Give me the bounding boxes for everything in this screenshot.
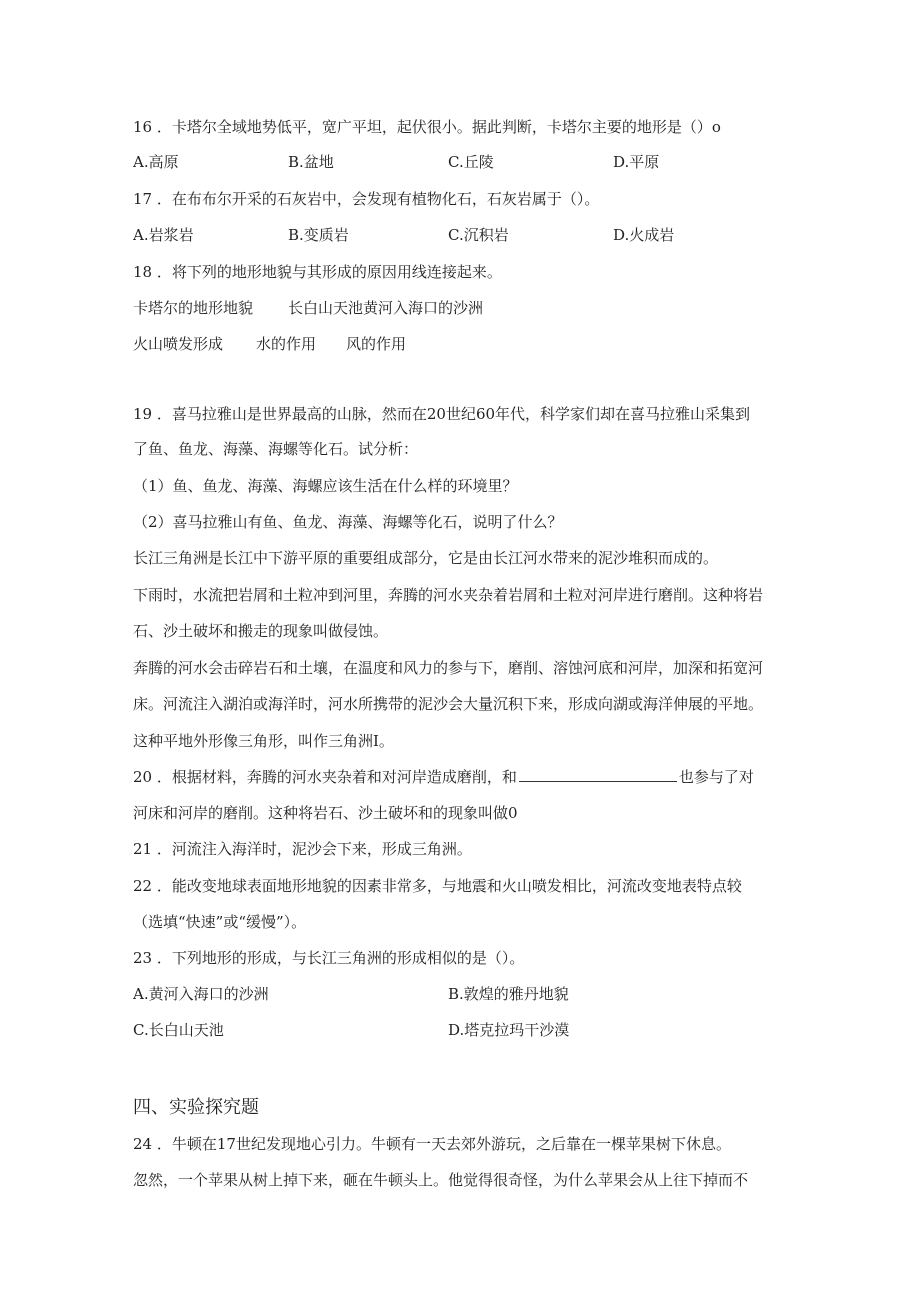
question-17-option-b: B.变质岩 xyxy=(288,226,349,244)
material-paragraph-2-line-2: 石、沙土破坏和搬走的现象叫做侵蚀。 xyxy=(133,622,389,640)
section-4-heading: 四、实验探究题 xyxy=(133,1097,259,1118)
question-21-stem: 21 ．河流注入海洋时，泥沙会下来，形成三角洲。 xyxy=(133,840,472,858)
material-paragraph-3-line-2: 床。河流注入湖泊或海洋时，河水所携带的泥沙会大量沉积下来，形成向湖或海洋伸展的平地。 xyxy=(133,695,764,713)
question-23-option-b: B.敦煌的雅丹地貌 xyxy=(448,985,569,1003)
question-18-cause-1: 火山喷发形成 xyxy=(133,335,224,353)
question-19-stem-line-1: 19 ．喜马拉雅山是世界最高的山脉，然而在20世纪60年代，科学家们却在喜马拉雅山采集到 xyxy=(133,405,751,423)
question-19-stem-line-2: 了鱼、鱼龙、海藻、海螺等化石。试分析： xyxy=(133,440,419,458)
question-18-cause-2: 水的作用 xyxy=(256,335,317,353)
question-20-stem-line-2: 河床和河岸的磨削。这种将岩石、沙土破坏和的现象叫做0 xyxy=(133,804,518,822)
question-16-option-d: D.平原 xyxy=(613,153,660,171)
question-19-sub-1: （1）鱼、鱼龙、海藻、海螺应该生活在什么样的环境里？ xyxy=(133,477,518,495)
material-paragraph-3-line-3: 这种平地外形像三角形，叫作三角洲I。 xyxy=(133,732,394,750)
question-19-sub-2: （2）喜马拉雅山有鱼、鱼龙、海藻、海螺等化石，说明了什么？ xyxy=(133,513,563,531)
question-18-landform-1: 卡塔尔的地形地貌 xyxy=(133,299,254,317)
question-23-option-c: C.长白山天池 xyxy=(133,1021,224,1039)
question-23-option-a: A.黄河入海口的沙洲 xyxy=(133,985,269,1003)
question-24-line-2: 忽然，一个苹果从树上掉下来，砸在牛顿头上。他觉得很奇怪，为什么苹果会从上往下掉而不 xyxy=(133,1171,749,1189)
question-17-option-c: C.沉积岩 xyxy=(448,226,509,244)
answer-blank[interactable] xyxy=(519,767,677,782)
question-20-stem-part-2: 也参与了对 xyxy=(678,768,754,786)
question-22-stem-line-1: 22 ．能改变地球表面地形地貌的因素非常多，与地震和火山喷发相比，河流改变地表特点较 xyxy=(133,877,742,895)
question-18-stem: 18 ．将下列的地形地貌与其形成的原因用线连接起来。 xyxy=(133,263,502,281)
question-20-stem-line-1 xyxy=(133,767,754,787)
question-17-option-d: D.火成岩 xyxy=(613,226,675,244)
question-16-option-c: C.丘陵 xyxy=(448,153,494,171)
question-22-stem-line-2: （选填“快速”或“缓慢”）。 xyxy=(133,913,307,931)
question-16-option-b: B.盆地 xyxy=(288,153,334,171)
question-17-option-a: A.岩浆岩 xyxy=(133,226,194,244)
question-23-option-d: D.塔克拉玛干沙漠 xyxy=(448,1021,570,1039)
material-paragraph-3-line-1: 奔腾的河水会击碎岩石和土壤，在温度和风力的参与下，磨削、溶蚀河底和河岸，加深和拓宽河 xyxy=(133,659,764,677)
question-23-stem: 23 ．下列地形的形成，与长江三角洲的形成相似的是（）。 xyxy=(133,949,525,967)
material-paragraph-2-line-1: 下雨时，水流把岩屑和土粒冲到河里，奔腾的河水夹杂着岩屑和土粒对河岸进行磨削。这种将岩 xyxy=(133,586,764,604)
question-16-option-a: A.高原 xyxy=(133,153,179,171)
question-16-stem: 16 ．卡塔尔全域地势低平，宽广平坦，起伏很小。据此判断，卡塔尔主要的地形是（）o xyxy=(133,118,721,136)
question-18-landform-2: 长白山天池黄河入海口的沙洲 xyxy=(288,299,484,317)
question-20-stem-part-1: 20 ．根据材料，奔腾的河水夹杂着和对河岸造成磨削，和 xyxy=(133,768,517,786)
question-18-cause-3: 风的作用 xyxy=(346,335,407,353)
material-paragraph-1: 长江三角洲是长江中下游平原的重要组成部分，它是由长江河水带来的泥沙堆积而成的。 xyxy=(133,549,719,567)
question-17-stem: 17 ．在布布尔开采的石灰岩中，会发现有植物化石，石灰岩属于（）。 xyxy=(133,190,600,208)
question-24-line-1: 24 ．牛顿在17世纪发现地心引力。牛顿有一天去郊外游玩，之后靠在一棵苹果树下休息。 xyxy=(133,1135,731,1153)
